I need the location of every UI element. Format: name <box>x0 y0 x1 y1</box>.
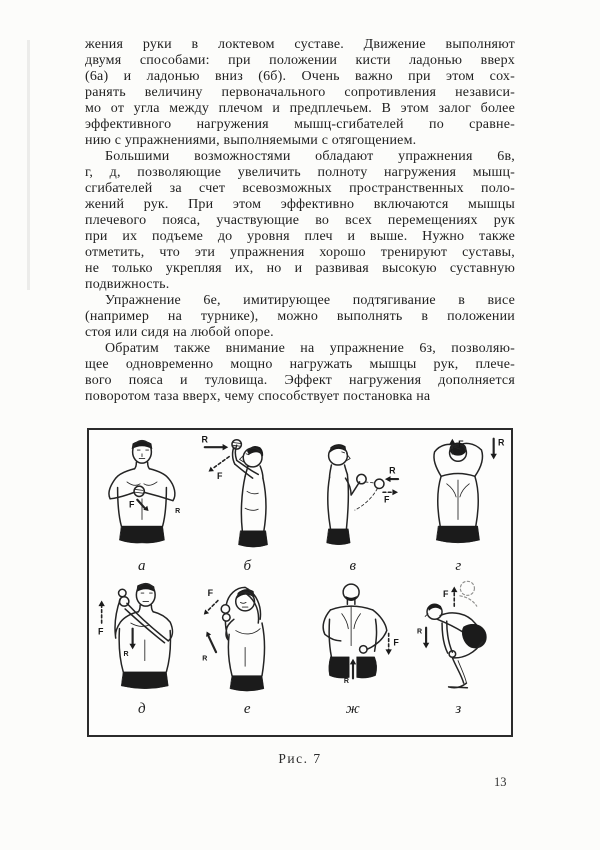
force-f-label: F <box>128 499 135 510</box>
figure-row-bottom <box>89 578 511 718</box>
force-f-label: F <box>393 637 399 648</box>
exercise-cell-z <box>406 578 511 718</box>
exercise-label-v: в <box>349 558 356 574</box>
body-text <box>85 37 515 405</box>
force-r-label: R <box>202 655 208 663</box>
text-line: жения руки в локтевом суставе. Движение выполняют <box>85 37 515 52</box>
text-line: Упражнение 6е, имитирующее подтягивание в висе <box>105 293 515 308</box>
page-number: 13 <box>494 775 507 789</box>
exercise-cell-d <box>89 578 194 718</box>
exercise-label-a: а <box>138 558 146 574</box>
figure-caption: Рис. 7 <box>278 751 322 766</box>
text-line: жений рук. При этом эффективно включаются мышцы <box>85 197 515 212</box>
text-line: нию с упражнениями, выполняемыми с отягощением. <box>85 133 417 148</box>
force-r-label: R <box>388 465 396 476</box>
force-f-label: F <box>207 587 214 598</box>
scan-artifact <box>27 40 30 290</box>
text-line: эффективного нагружения мышц-сгибателей по сравне- <box>85 117 515 132</box>
exercise-illustration-d <box>92 578 192 700</box>
paragraph <box>85 37 515 149</box>
paragraph <box>85 149 515 293</box>
exercise-illustration-a <box>92 435 192 557</box>
text-line: щее одновременно мощно нагружать мышцы рук, плече- <box>85 357 515 372</box>
force-f-label: F <box>383 494 390 505</box>
force-f-label: F <box>97 626 104 637</box>
text-line: поворотом таза вверх, чему способствует постановка на <box>85 389 431 404</box>
exercise-label-g: г <box>455 558 462 574</box>
paragraph <box>85 293 515 341</box>
exercise-cell-b <box>195 435 300 575</box>
text-line: плечевого пояса, участвующие во всех перемещениях рук <box>85 213 515 228</box>
text-line: стоя или сидя на любой опоре. <box>85 325 274 340</box>
exercise-cell-v <box>300 435 405 575</box>
force-r-label: R <box>498 437 505 448</box>
force-r-label: R <box>174 507 180 515</box>
exercise-label-e: е <box>243 701 251 717</box>
exercise-illustration-v <box>303 435 403 557</box>
force-f-label: F <box>458 439 464 450</box>
force-r-label: R <box>343 678 349 686</box>
text-line: сгибателей за счет всевозможных пространственных поло- <box>85 181 515 196</box>
text-line: при их подъеме до уровня плеч и выше. Нужно также <box>85 229 515 244</box>
exercise-illustration-g <box>408 435 508 557</box>
paragraph <box>85 341 515 405</box>
text-line: вого пояса и туловища. Эффект нагружения дополняется <box>85 373 515 388</box>
text-line: г, д, позволяющие увеличить полноту нагружения мышц- <box>85 165 515 180</box>
force-r-label: R <box>201 435 209 445</box>
text-line: ранять величину первоначального сопротивления независи- <box>85 85 515 100</box>
force-f-label: F <box>217 471 223 482</box>
text-line: не только укрепляя их, но и развивая высокую суставную <box>85 261 515 276</box>
force-r-label: R <box>123 650 129 658</box>
text-line: отметить, что эти упражнения хорошо тренируют суставы, <box>85 245 515 260</box>
exercise-cell-e <box>195 578 300 718</box>
text-line: (например на турнике), можно выполнять в положении <box>85 309 515 324</box>
text-line: Большими возможностями обладают упражнения 6в, <box>105 149 515 164</box>
exercise-cell-g <box>406 435 511 575</box>
exercise-illustration-z <box>408 578 508 700</box>
exercise-illustration-e <box>197 578 297 700</box>
exercise-label-zh: ж <box>345 701 360 717</box>
text-line: двумя способами: при положении кисти ладонью вверх <box>85 53 515 68</box>
exercise-illustration-zh <box>303 578 403 700</box>
text-line: Обратим также внимание на упражнение 6з, позволяю- <box>105 341 515 356</box>
figure-7-frame <box>87 428 513 737</box>
exercise-label-b: б <box>243 558 252 574</box>
exercise-cell-a <box>89 435 194 575</box>
force-f-label: F <box>443 588 449 599</box>
exercise-label-z: з <box>455 701 462 717</box>
text-line: (6а) и ладонью вниз (6б). Очень важно при этом сох- <box>85 69 515 84</box>
text-line: подвижность. <box>85 277 170 292</box>
exercise-illustration-b <box>197 435 297 557</box>
exercise-cell-zh <box>300 578 405 718</box>
force-r-label: R <box>417 628 423 636</box>
exercise-label-d: д <box>137 701 146 717</box>
text-line: мо от угла между плечом и предплечьем. В этом залог более <box>85 101 515 116</box>
figure-row-top <box>89 435 511 575</box>
